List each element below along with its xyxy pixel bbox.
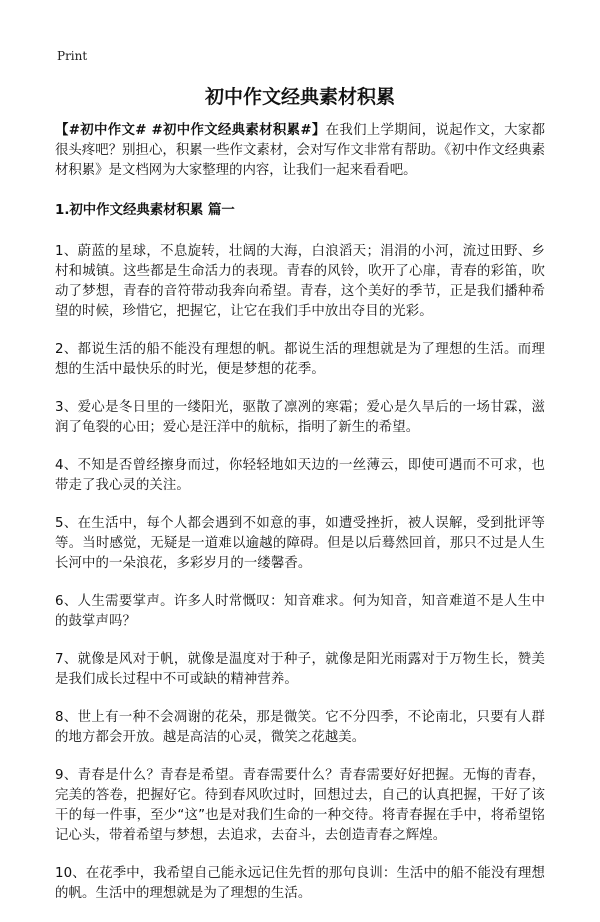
document-body [55, 121, 545, 922]
paragraph-10: 10、在花季中，我希望自己能永远记住先哲的那句良训：生活中的船不能没有理想的帆。生活中的理想就是为了理想的生活。 [55, 866, 545, 901]
paragraph-5: 5、在生活中，每个人都会遇到不如意的事，如遭受挫折，被人误解，受到批评等等。当时感觉，无疑是一道难以逾越的障碍。但是以后蓦然回首，那只不过是人生长河中的一朵浪花，多彩岁月的一缕馨香。 [55, 516, 545, 571]
paragraph-1: 1、蔚蓝的星球，不息旋转，壮阔的大海，白浪滔天；涓涓的小河，流过田野、乡村和城镇。这些都是生命活力的表现。青春的风铃，吹开了心扉，青春的彩笛，吹动了梦想，青春的音符带动我奔向希望。青春，这个美好的季节，正是我们播种希望的时候，珍惜它，把握它，让它在我们手中放出夺目的光彩。 [55, 244, 545, 319]
print-label[interactable]: Print [57, 49, 88, 63]
paragraph-9: 9、青春是什么？青春是希望。青春需要什么？青春需要好好把握。无悔的青春，完美的答卷，把握好它。待到春风吹过时，回想过去，自己的认真把握，干好了该干的每一件事，至少“这”也是对我们生命的一种交待。将青春握在手中，将希望铭记心头，带着希望与梦想，去追求，去奋斗，去创造青春之辉煌。 [55, 768, 545, 843]
intro-paragraph [55, 121, 545, 181]
paragraph-4: 4、不知是否曾经擦身而过，你轻轻地如天边的一丝薄云，即使可遇而不可求，也带走了我心灵的关注。 [55, 458, 545, 493]
paragraph-2: 2、都说生活的船不能没有理想的帆。都说生活的理想就是为了理想的生活。而理想的生活中最快乐的时光，便是梦想的花季。 [55, 342, 545, 377]
paragraph-8: 8、世上有一种不会凋谢的花朵，那是微笑。它不分四季，不论南北，只要有人群的地方都会开放。越是高洁的心灵，微笑之花越美。 [55, 710, 545, 745]
paragraph-6: 6、人生需要掌声。许多人时常慨叹：知音难求。何为知音，知音难道不是人生中的鼓掌声吗？ [55, 594, 545, 629]
intro-tags: 【#初中作文# #初中作文经典素材积累#】 [55, 123, 326, 138]
document-title: 初中作文经典素材积累 [204, 86, 395, 108]
intro-text: 在我们上学期间，说起作文，大家都很头疼吧？别担心，积累一些作文素材，会对写作文非常有帮助。《初中作文经典素材积累》是文档网为大家整理的内容，让我们一起来看看吧。 [55, 123, 545, 178]
paragraph-3: 3、爱心是冬日里的一缕阳光，驱散了凛冽的寒霜；爱心是久旱后的一场甘霖，滋润了龟裂的心田；爱心是汪洋中的航标，指明了新生的希望。 [55, 400, 545, 435]
section-heading: 1.初中作文经典素材积累 篇一 [55, 203, 235, 218]
paragraph-7: 7、就像是风对于帆，就像是温度对于种子，就像是阳光雨露对于万物生长，赞美是我们成长过程中不可或缺的精神营养。 [55, 652, 545, 687]
